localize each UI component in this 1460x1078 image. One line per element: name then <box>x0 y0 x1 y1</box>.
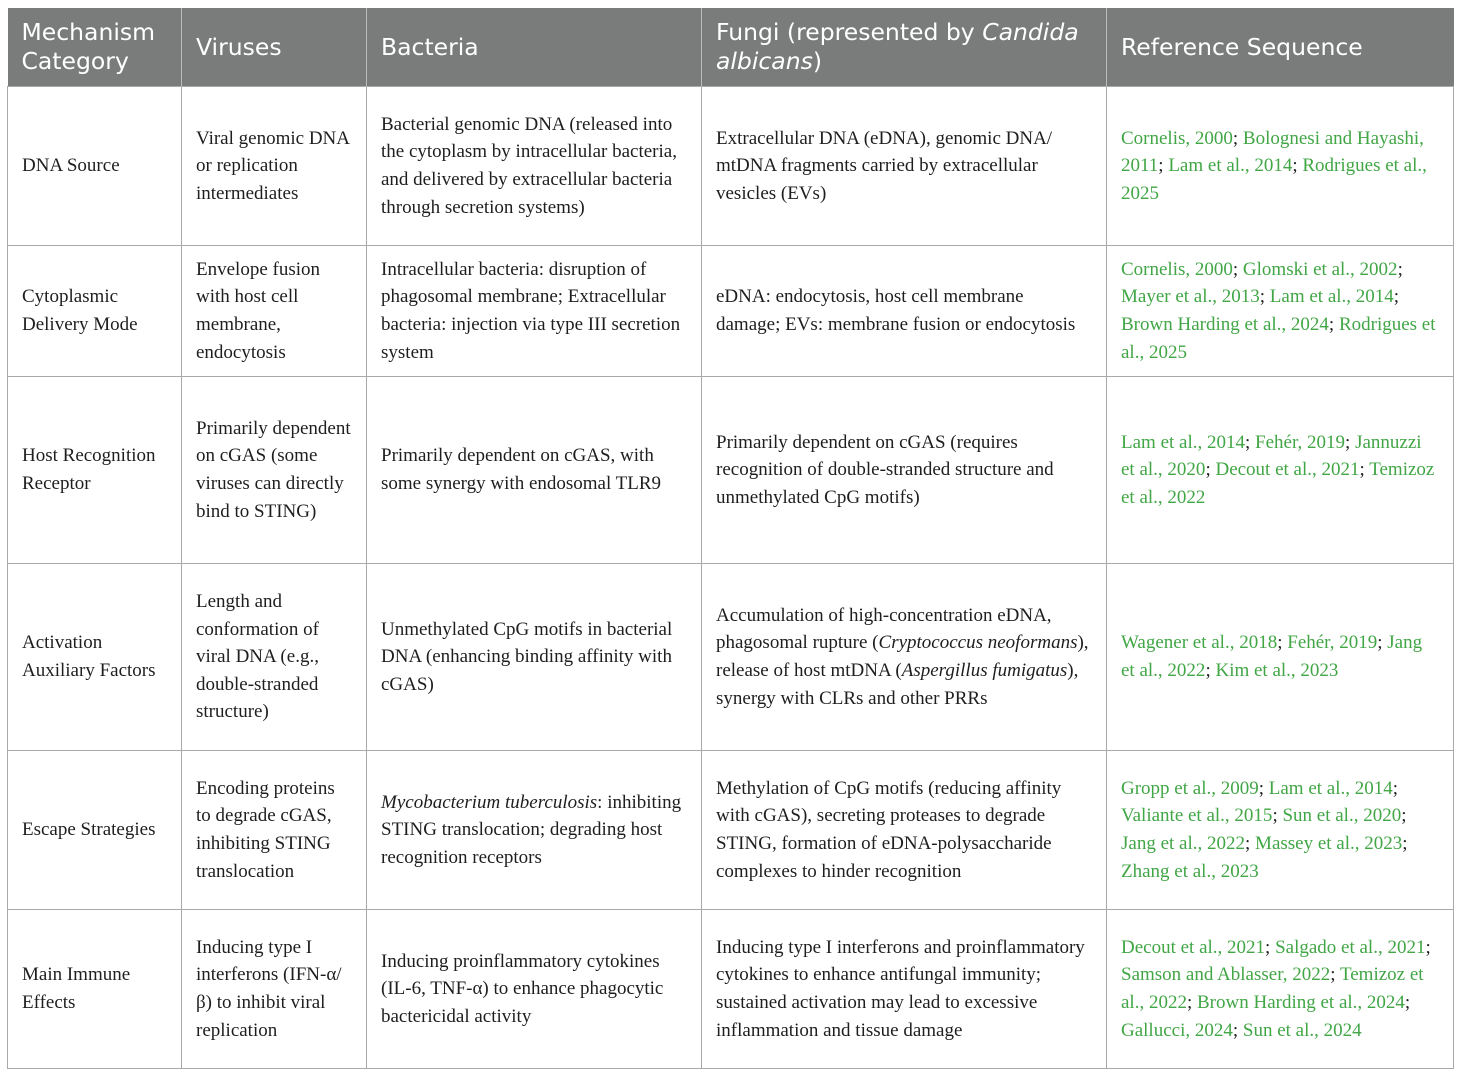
reference-separator: ; <box>1359 459 1370 481</box>
reference-link[interactable]: Fehér, 2019 <box>1287 632 1378 654</box>
header-label: Bacteria <box>381 32 479 61</box>
cell-category: Cytoplasmic Delivery Mode <box>8 246 182 377</box>
reference-link[interactable]: Jannuzzi et al., 2020 <box>1121 431 1422 481</box>
reference-link[interactable]: Lam et al., 2014 <box>1121 431 1245 453</box>
reference-link[interactable]: Sun et al., 2020 <box>1282 805 1402 827</box>
reference-link[interactable]: Kim et al., 2023 <box>1215 660 1339 681</box>
table-row <box>8 377 1454 564</box>
reference-link[interactable]: Brown Harding et al., 2024 <box>1121 314 1329 335</box>
cell-bacteria: Unmethylated CpG motifs in bacterial DNA (enhancing binding affinity with cGAS) <box>367 564 702 751</box>
cell-bacteria: Bacterial genomic DNA (released into the cytoplasm by intracellular bacteria, and delivered by extracellular bacteria through secretion systems) <box>367 87 702 246</box>
cell-bacteria <box>367 751 702 910</box>
reference-separator: ; <box>1205 660 1216 681</box>
header-label: Mechanism Category <box>21 18 156 75</box>
cell-fungi: Primarily dependent on cGAS (requires recognition of double-stranded structure and unmethylated CpG motifs) <box>702 377 1107 564</box>
reference-separator: ; <box>1186 992 1197 1013</box>
reference-separator: ; <box>1158 155 1169 177</box>
fungi-text: ), synergy with CLRs and other PRRs <box>716 660 1079 709</box>
cell-fungi <box>702 564 1107 751</box>
header-label: Viruses <box>196 32 282 61</box>
cell-viruses: Envelope fusion with host cell membrane, endocytosis <box>182 246 367 377</box>
cell-category: Escape Strategies <box>8 751 182 910</box>
reference-separator: ; <box>1232 1019 1243 1041</box>
reference-link[interactable]: Temizoz et al., 2022 <box>1121 459 1435 508</box>
cell-category: Activation Auxiliary Factors <box>8 564 182 751</box>
cell-references <box>1107 910 1454 1069</box>
header-label: Reference Sequence <box>1121 32 1363 61</box>
cell-references <box>1107 87 1454 246</box>
header-viruses <box>182 8 367 87</box>
reference-separator: ; <box>1232 258 1243 280</box>
reference-separator: ; <box>1393 286 1400 308</box>
header-row <box>8 8 1454 87</box>
cell-bacteria: Inducing proinflammatory cytokines (IL-6, TNF-α) to enhance phagocytic bactericidal activity <box>367 910 702 1069</box>
reference-separator: ; <box>1245 833 1256 854</box>
reference-separator: ; <box>1345 431 1356 453</box>
cell-viruses: Inducing type I interferons (IFN-α/β) to inhibit viral replication <box>182 910 367 1069</box>
reference-link[interactable]: Valiante et al., 2015 <box>1121 805 1273 827</box>
reference-separator: ; <box>1330 964 1340 986</box>
reference-separator: ; <box>1277 632 1288 654</box>
reference-link[interactable]: Rodrigues et al., 2025 <box>1121 314 1436 363</box>
reference-link[interactable]: Sun et al., 2024 <box>1242 1019 1362 1041</box>
reference-link[interactable]: Zhang et al., 2023 <box>1121 860 1259 882</box>
reference-link[interactable]: Lam et al., 2014 <box>1168 155 1293 177</box>
cell-references <box>1107 246 1454 377</box>
header-species-name: Candida albicans <box>716 18 1079 75</box>
reference-link[interactable]: Salgado et al., 2021 <box>1275 936 1426 958</box>
reference-separator: ; <box>1425 936 1431 958</box>
reference-link[interactable]: Decout et al., 2021 <box>1215 459 1360 481</box>
reference-link[interactable]: Brown Harding et al., 2024 <box>1197 992 1405 1013</box>
cell-viruses: Primarily dependent on cGAS (some viruses can directly bind to STING) <box>182 377 367 564</box>
reference-separator: ; <box>1402 833 1408 854</box>
cell-viruses: Viral genomic DNA or replication intermediates <box>182 87 367 246</box>
cell-bacteria: Intracellular bacteria: disruption of phagosomal membrane; Extracellular bacteria: injection via type III secretion system <box>367 246 702 377</box>
cell-bacteria: Primarily dependent on cGAS, with some synergy with endosomal TLR9 <box>367 377 702 564</box>
reference-link[interactable]: Cornelis, 2000 <box>1121 258 1233 280</box>
reference-link[interactable]: Samson and Ablasser, 2022 <box>1121 964 1331 986</box>
cell-category: Host Recognition Receptor <box>8 377 182 564</box>
table-row <box>8 564 1454 751</box>
reference-link[interactable]: Jang et al., 2022 <box>1121 833 1246 854</box>
fungi-text: Accumulation of high-concentration eDNA, phagosomal rupture ( <box>716 604 1052 654</box>
table-row <box>8 87 1454 246</box>
reference-separator: ; <box>1259 286 1270 308</box>
reference-separator: ; <box>1205 459 1216 481</box>
reference-separator: ; <box>1292 155 1303 177</box>
header-fungi <box>702 8 1107 87</box>
reference-link[interactable]: Fehér, 2019 <box>1255 431 1346 453</box>
species-name: Cryptococcus neoformans <box>878 632 1078 654</box>
reference-separator: ; <box>1232 127 1243 149</box>
table-row <box>8 246 1454 377</box>
reference-separator: ; <box>1258 777 1269 799</box>
header-mechanism-category <box>8 8 182 87</box>
cell-category: DNA Source <box>8 87 182 246</box>
fungi-text: ), release of host mtDNA ( <box>716 632 1089 681</box>
reference-link[interactable]: Temizoz et al., 2022 <box>1121 964 1424 1013</box>
header-label: Fungi (represented by <box>716 18 983 46</box>
reference-separator: ; <box>1377 632 1388 654</box>
reference-separator: ; <box>1392 777 1399 799</box>
reference-link[interactable]: Jang et al., 2022 <box>1121 632 1423 681</box>
reference-link[interactable]: Massey et al., 2023 <box>1255 833 1403 854</box>
reference-link[interactable]: Bolognesi and Hayashi, 2011 <box>1121 127 1424 177</box>
cell-references <box>1107 377 1454 564</box>
reference-link[interactable]: Mayer et al., 2013 <box>1121 286 1260 308</box>
reference-link[interactable]: Gallucci, 2024 <box>1121 1019 1233 1041</box>
species-name: Mycobacterium tuberculosis <box>381 791 598 813</box>
reference-link[interactable]: Gropp et al., 2009 <box>1121 777 1259 799</box>
comparison-table <box>7 8 1454 1069</box>
cell-category: Main Immune Effects <box>8 910 182 1069</box>
bacteria-text: : inhibiting STING translocation; degrading host recognition receptors <box>381 791 682 868</box>
reference-separator: ; <box>1272 805 1283 827</box>
cell-fungi: Extracellular DNA (eDNA), genomic DNA/ mtDNA fragments carried by extracellular vesicles (EVs) <box>702 87 1107 246</box>
reference-separator: ; <box>1265 936 1276 958</box>
species-name: Aspergillus fumigatus <box>901 660 1068 681</box>
header-reference-sequence <box>1107 8 1454 87</box>
reference-separator: ; <box>1404 992 1411 1013</box>
cell-viruses: Encoding proteins to degrade cGAS, inhibiting STING translocation <box>182 751 367 910</box>
reference-link[interactable]: Decout et al., 2021 <box>1121 936 1266 958</box>
reference-separator: ; <box>1397 258 1403 280</box>
reference-link[interactable]: Wagener et al., 2018 <box>1121 632 1278 654</box>
table-row <box>8 910 1454 1069</box>
cell-references <box>1107 564 1454 751</box>
reference-link[interactable]: Lam et al., 2014 <box>1268 777 1393 799</box>
cell-references <box>1107 751 1454 910</box>
cell-fungi: Methylation of CpG motifs (reducing affinity with cGAS), secreting proteases to degrade STING, formation of eDNA-polysaccharide complexes to hinder recognition <box>702 751 1107 910</box>
cell-fungi: eDNA: endocytosis, host cell membrane damage; EVs: membrane fusion or endocytosis <box>702 246 1107 377</box>
header-bacteria <box>367 8 702 87</box>
cell-viruses: Length and conformation of viral DNA (e.g., double-stranded structure) <box>182 564 367 751</box>
header-label: ) <box>812 47 823 75</box>
table-row <box>8 751 1454 910</box>
reference-link[interactable]: Rodrigues et al., 2025 <box>1121 155 1427 204</box>
reference-separator: ; <box>1401 805 1407 827</box>
reference-link[interactable]: Cornelis, 2000 <box>1121 127 1233 149</box>
reference-link[interactable]: Glomski et al., 2002 <box>1242 258 1398 280</box>
reference-separator: ; <box>1245 431 1256 453</box>
cell-fungi: Inducing type I interferons and proinflammatory cytokines to enhance antifungal immunity; sustained activation may lead to excessive inflammation and tissue damage <box>702 910 1107 1069</box>
reference-link[interactable]: Lam et al., 2014 <box>1269 286 1394 308</box>
reference-separator: ; <box>1328 314 1339 335</box>
